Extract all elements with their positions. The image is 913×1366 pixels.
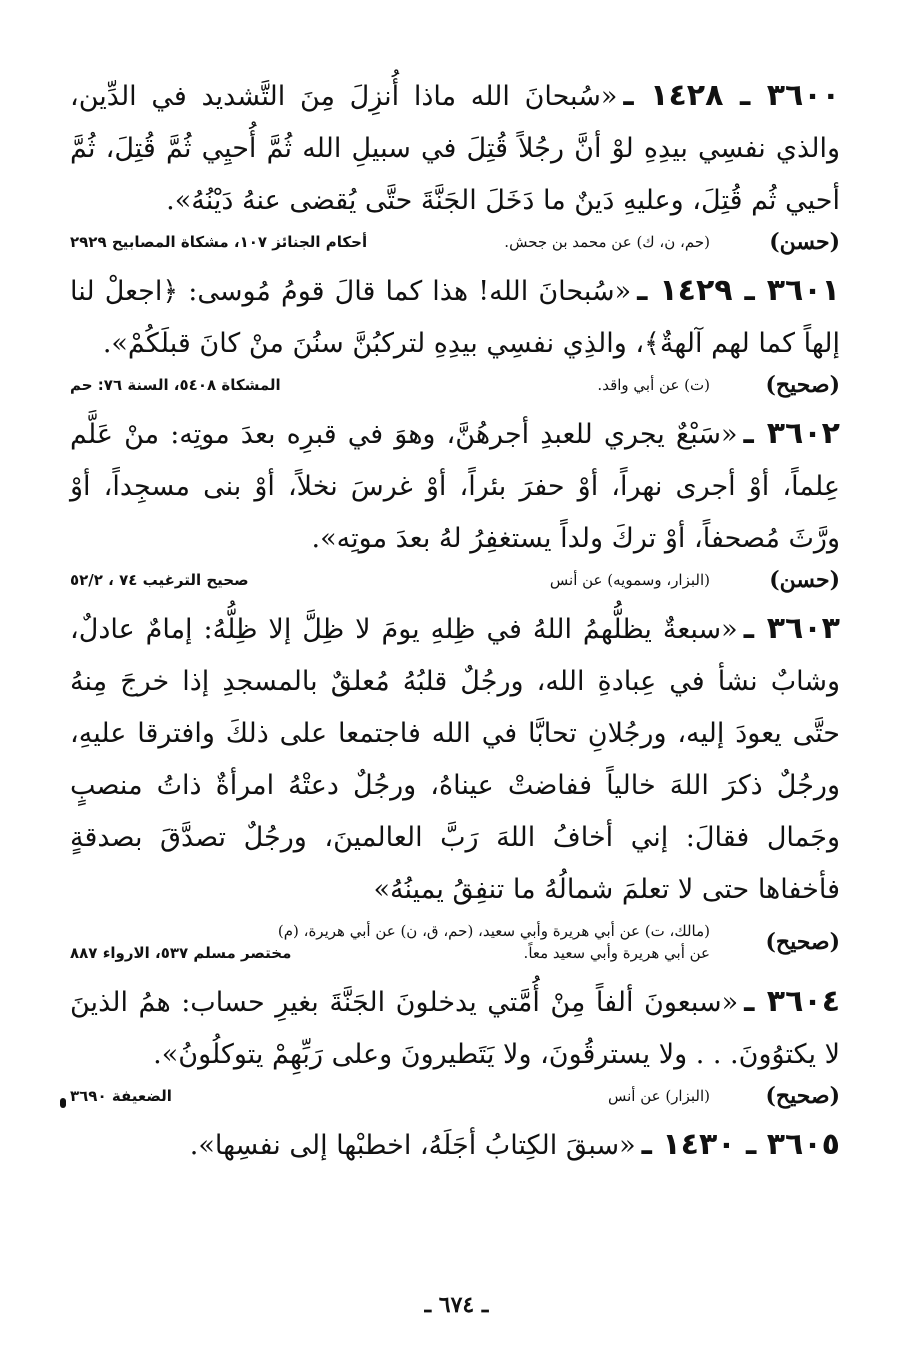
source-row — [70, 231, 730, 253]
hadith-body: «سبعونَ ألفاً مِنْ أُمَّتي يدخلونَ الجَنَّةَ بغيرِ حساب: همُ الذينَ لا يكتوُونَ. . . ولا يسترقُونَ، ولا يَتَطيرونَ وعلى رَبِّهِمْ يتوكلُونُ». — [70, 987, 840, 1070]
grade-label: (حسن) — [769, 567, 840, 593]
document-page — [70, 70, 840, 1172]
source-text-2: عن أبي هريرة وأبي سعيد معاً. — [523, 944, 710, 962]
hadith-3601 — [70, 265, 840, 396]
source-row — [70, 1085, 730, 1107]
grade-label: (صحيح) — [765, 372, 840, 398]
source-line — [70, 569, 840, 591]
hadith-body: «سبعةٌ يظلُّهمُ اللهُ في ظِلهِ يومَ لا ظِلَّ إلا ظِلُّهُ: إمامٌ عادلٌ، وشابٌ نشأ في عِبادةِ الله، ورجُلٌ قلبُهُ مُعلقٌ بالمسجدِ إذا خرجَ مِنهُ حتَّى يعودَ إليه، ورجُلانِ تحابَّا في الله فاجتمعا على ذلكَ وافترقا عليهِ، ورجُلٌ ذكرَ اللهَ خالياً ففاضتْ عيناهُ، ورجُلٌ دعتْهُ امرأةٌ ذاتُ منصبٍ وجَمال فقالَ: إني أخافُ اللهَ رَبَّ العالمينَ، ورجُلٌ تصدَّقَ بصدقةٍ فأخفاها حتى لا تعلمَ شمالُهُ ما تنفِقُ يمينُهُ» — [70, 614, 840, 905]
source-row — [70, 569, 730, 591]
hadith-body: «سبقَ الكِتابُ أجَلَهُ، اخطبْها إلى نفسِها». — [189, 1130, 636, 1161]
source-body — [70, 374, 730, 396]
page-number: ـ ٦٧٤ ـ — [424, 1292, 489, 1318]
source-line — [70, 920, 840, 964]
hadith-text — [70, 70, 840, 227]
source-text: (حم، ن، ك) عن محمد بن جحش. — [504, 233, 710, 251]
reference-text: أحكام الجنائز ١٠٧، مشكاة المصابيح ٢٩٢٩ — [70, 233, 368, 251]
reference-text: صحيح الترغيب ٧٤ ، ٥٢/٢ — [70, 571, 249, 589]
grade-label: (صحيح) — [765, 1083, 840, 1109]
hadith-3600 — [70, 70, 840, 253]
source-line — [70, 374, 840, 396]
source-row — [70, 920, 730, 942]
hadith-body: «سُبحانَ الله ماذا أُنزِلَ مِنَ التَّشديد في الدِّين، والذي نفسِي بيدِهِ لوْ أنَّ رجُلاً قُتِلَ في سبيلِ الله ثُمَّ أُحيِي ثُمَّ قُتِلَ، ثُمَّ أحيي ثُم قُتِلَ، وعليهِ دَينٌ ما دَخَلَ الجَنَّةَ حتَّى يُقضى عنهُ دَيْنُهُ». — [70, 81, 840, 216]
source-line — [70, 231, 840, 253]
source-body — [70, 920, 730, 964]
hadith-body: «سَبْعٌ يجري للعبدِ أجرهُنَّ، وهوَ في قبرِه بعدَ موتِه: منْ عَلَّم عِلماً، أوْ أجرى نهراً، أوْ حفرَ بئراً، أوْ غرسَ نخلاً، أوْ بنى مسجِداً، أوْ ورَّثَ مُصحفاً، أوْ تركَ ولداً يستغفِرُ لهُ بعدَ موتِه». — [70, 419, 840, 554]
hadith-body: «سُبحانَ الله! هذا كما قالَ قومُ مُوسى: ﴿اجعلْ لنا إلهاً كما لهم آلهةٌ﴾، والذِي نفسِي بيدِهِ لتركبُنَّ سنُنَ منْ كانَ قبلَكُمْ». — [70, 276, 840, 359]
hadith-number: ٣٦٠٠ ـ ١٤٢٨ ـ — [623, 78, 840, 113]
hadith-number: ٣٦٠٢ ـ — [743, 416, 840, 451]
reference-text: المشكاة ٥٤٠٨، السنة ٧٦: حم — [70, 376, 281, 394]
hadith-number: ٣٦٠٣ ـ — [743, 611, 840, 646]
hadith-3605 — [70, 1119, 840, 1172]
hadith-text — [70, 265, 840, 370]
source-body — [70, 1085, 730, 1107]
hadith-text — [70, 1119, 840, 1172]
source-row — [70, 374, 730, 396]
hadith-text — [70, 976, 840, 1081]
hadith-number: ٣٦٠٤ ـ — [744, 984, 841, 1019]
grade-label: (صحيح) — [765, 929, 840, 955]
source-text: (البزار) عن أنس — [607, 1087, 710, 1105]
margin-mark — [60, 1098, 66, 1108]
grade-label: (حسن) — [769, 229, 840, 255]
source-body — [70, 569, 730, 591]
source-text: (ت) عن أبي واقد. — [597, 376, 710, 394]
source-line — [70, 1085, 840, 1107]
hadith-text — [70, 603, 840, 916]
reference-text-2: مختصر مسلم ٥٣٧، الارواء ٨٨٧ — [70, 944, 292, 962]
hadith-3602 — [70, 408, 840, 591]
hadith-number: ٣٦٠١ ـ ١٤٢٩ ـ — [637, 273, 840, 308]
hadith-3603 — [70, 603, 840, 964]
reference-text: الضعيفة ٣٦٩٠ — [70, 1087, 172, 1105]
hadith-text — [70, 408, 840, 565]
source-body — [70, 231, 730, 253]
source-text: (البزار، وسمويه) عن أنس — [549, 571, 710, 589]
hadith-number: ٣٦٠٥ ـ ١٤٣٠ ـ — [641, 1127, 840, 1162]
source-text: (مالك، ت) عن أبي هريرة وأبي سعيد، (حم، ق، ن) عن أبي هريرة، (م) — [277, 922, 710, 940]
source-row-2 — [70, 942, 730, 964]
hadith-3604 — [70, 976, 840, 1107]
